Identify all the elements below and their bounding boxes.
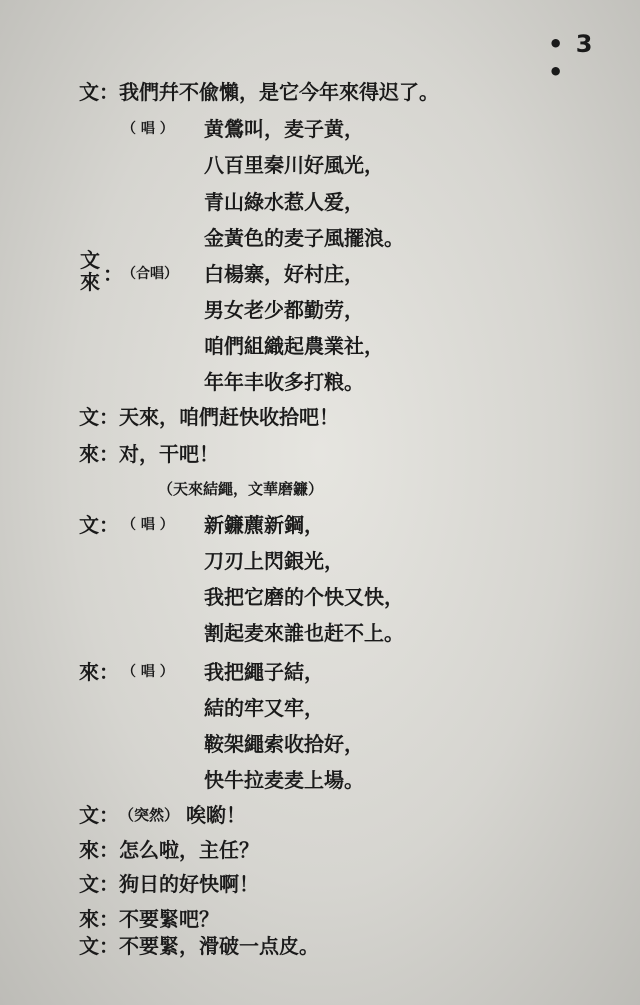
dialogue-line: 不要緊吧？ <box>119 907 219 931</box>
dialogue-line: 怎么啦，主任？ <box>119 838 259 862</box>
page-number: • 3 • <box>548 30 595 86</box>
song-line: 白楊寨，好村庄， <box>204 262 364 286</box>
speaker-label: 來： <box>79 660 119 684</box>
speaker-pair <box>80 249 100 293</box>
dialogue-line: 唉喲！ <box>186 803 246 827</box>
song-marker: （ 唱 ） <box>122 517 174 533</box>
dialogue-line: 不要緊，滑破一点皮。 <box>119 934 319 958</box>
song-line: 鞍架繩索收拾好， <box>204 732 364 756</box>
song-line: 刀刃上閃銀光， <box>204 549 344 573</box>
song-line: 年年丰收多打粮。 <box>204 370 364 394</box>
song-line: 我把它磨的个快又快， <box>204 585 404 609</box>
speaker-label: 文： <box>79 405 119 429</box>
song-line: 咱們組織起農業社， <box>204 334 384 358</box>
colon: ： <box>103 262 123 286</box>
song-line: 結的牢又牢， <box>204 696 324 720</box>
dialogue-line: 对，干吧！ <box>119 442 219 466</box>
speaker-label: 來： <box>79 907 119 931</box>
speaker-label: 文： <box>79 934 119 958</box>
song-line: 金黃色的麦子風擺浪。 <box>204 226 404 250</box>
song-marker: （合唱） <box>122 266 178 282</box>
song-line: 黄鶯叫，麦子黄， <box>204 117 364 141</box>
song-line: 八百里秦川好風光， <box>204 153 384 177</box>
song-marker: （ 唱 ） <box>122 664 174 680</box>
song-line: 新鐮藨新鋼， <box>204 513 324 537</box>
dialogue-line: 天來，咱們赶快收拾吧！ <box>119 405 339 429</box>
song-line: 割起麦來誰也赶不上。 <box>204 621 404 645</box>
speaker-label: 來： <box>79 442 119 466</box>
speaker-label: 文： <box>79 513 119 537</box>
song-line: 快牛拉麦麦上場。 <box>204 768 364 792</box>
speaker-top: 文 <box>80 248 100 272</box>
speaker-bottom: 來 <box>80 270 100 294</box>
stage-direction: （突然） <box>119 806 180 824</box>
song-marker: （ 唱 ） <box>122 121 174 137</box>
dialogue-line: 我們幷不偸懶，是它今年來得迟了。 <box>119 80 439 104</box>
song-line: 男女老少都勤劳， <box>204 298 364 322</box>
song-line: 我把繩子結， <box>204 660 324 684</box>
speaker-label: 文： <box>79 872 119 896</box>
dialogue-line: 狗日的好快啊！ <box>119 872 259 896</box>
speaker-label: 來： <box>79 838 119 862</box>
stage-direction: （天來結繩，文華磨鐮） <box>158 480 324 498</box>
speaker-label: 文： <box>79 803 119 827</box>
song-line: 青山綠水惹人爱， <box>204 190 364 214</box>
speaker-label: 文： <box>79 80 119 104</box>
